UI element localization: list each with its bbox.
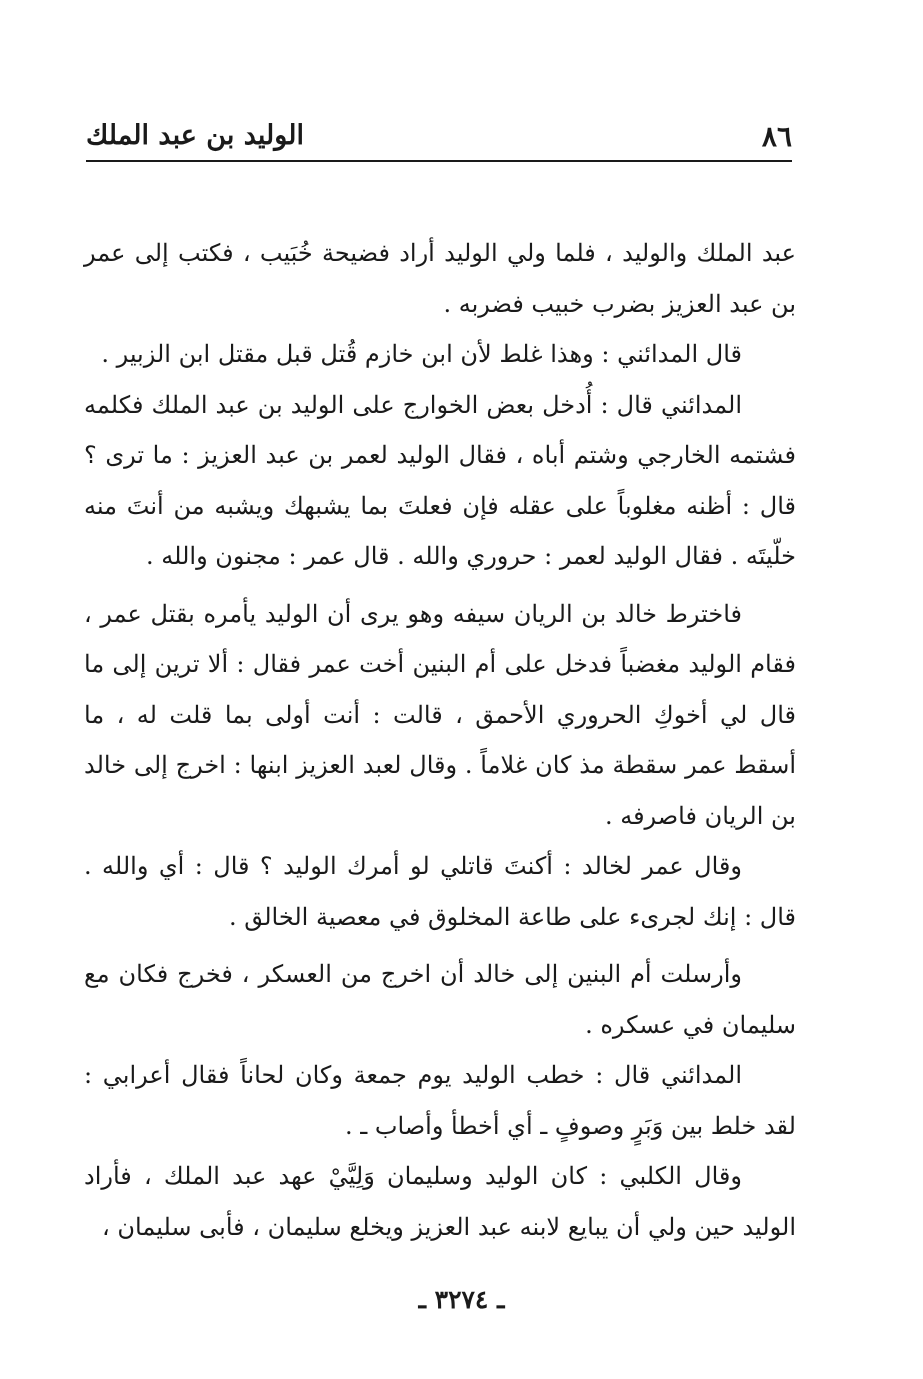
paragraph: فاخترط خالد بن الريان سيفه وهو يرى أن الوليد يأمره بقتل عمر ، فقام الوليد مغضباً فدخل على أم البنين أخت عمر فقال : ألا ترين إلى ما قال لي أخوكِ الحروري الأحمق ، قالت : أنت أولى بما قلت له ، ما أسقط عمر سقطة مذ كان غلاماً . وقال لعبد العزيز ابنها : اخرج إلى خالد بن الريان فاصرفه .: [84, 599, 796, 830]
running-title: الوليد بن عبد الملك: [86, 120, 304, 151]
paragraph: قال المدائني : وهذا غلط لأن ابن خازم قُتل قبل مقتل ابن الزبير .: [101, 340, 742, 368]
paragraph: المدائني قال : خطب الوليد يوم جمعة وكان لحاناً فقال أعرابي : لقد خلط بين وَبَرٍ وصوفٍ ـ أي أخطأ وأصاب ـ .: [84, 1061, 796, 1140]
paragraph: وقال عمر لخالد : أكنتَ قاتلي لو أمرك الوليد ؟ قال : أي والله . قال : إنك لجرىء على طاعة المخلوق في معصية الخالق .: [84, 852, 796, 931]
body-text: [84, 228, 796, 1252]
header-rule: [86, 160, 792, 162]
paragraph: المدائني قال : أُدخل بعض الخوارج على الوليد بن عبد الملك فكلمه فشتمه الخارجي وشتم أباه ، فقال الوليد لعمر بن عبد العزيز : ما ترى ؟ قال : أظنه مغلوباً على عقله فإن فعلتَ بما يشبهك ويشبه من أنتَ منه خلّيتَه . فقال الوليد لعمر : حروري والله . قال عمر : مجنون والله .: [84, 390, 796, 570]
paragraph: وقال الكلبي : كان الوليد وسليمان وَلِيَّيْ عهد عبد الملك ، فأراد الوليد حين ولي أن يبايع لابنه عبد العزيز ويخلع سليمان ، فأبى سليمان ،: [84, 1162, 796, 1241]
page-header: [86, 112, 792, 160]
footer-page-number: ـ ٣٢٧٤ ـ: [418, 1285, 505, 1314]
paragraph: عبد الملك والوليد ، فلما ولي الوليد أراد فضيحة خُبَيب ، فكتب إلى عمر بن عبد العزيز بضرب خبيب فضربه .: [84, 239, 796, 318]
header-page-number: ٨٦: [761, 120, 792, 153]
paragraph: وأرسلت أم البنين إلى خالد أن اخرج من العسكر ، فخرج فكان مع سليمان في عسكره .: [84, 960, 796, 1039]
